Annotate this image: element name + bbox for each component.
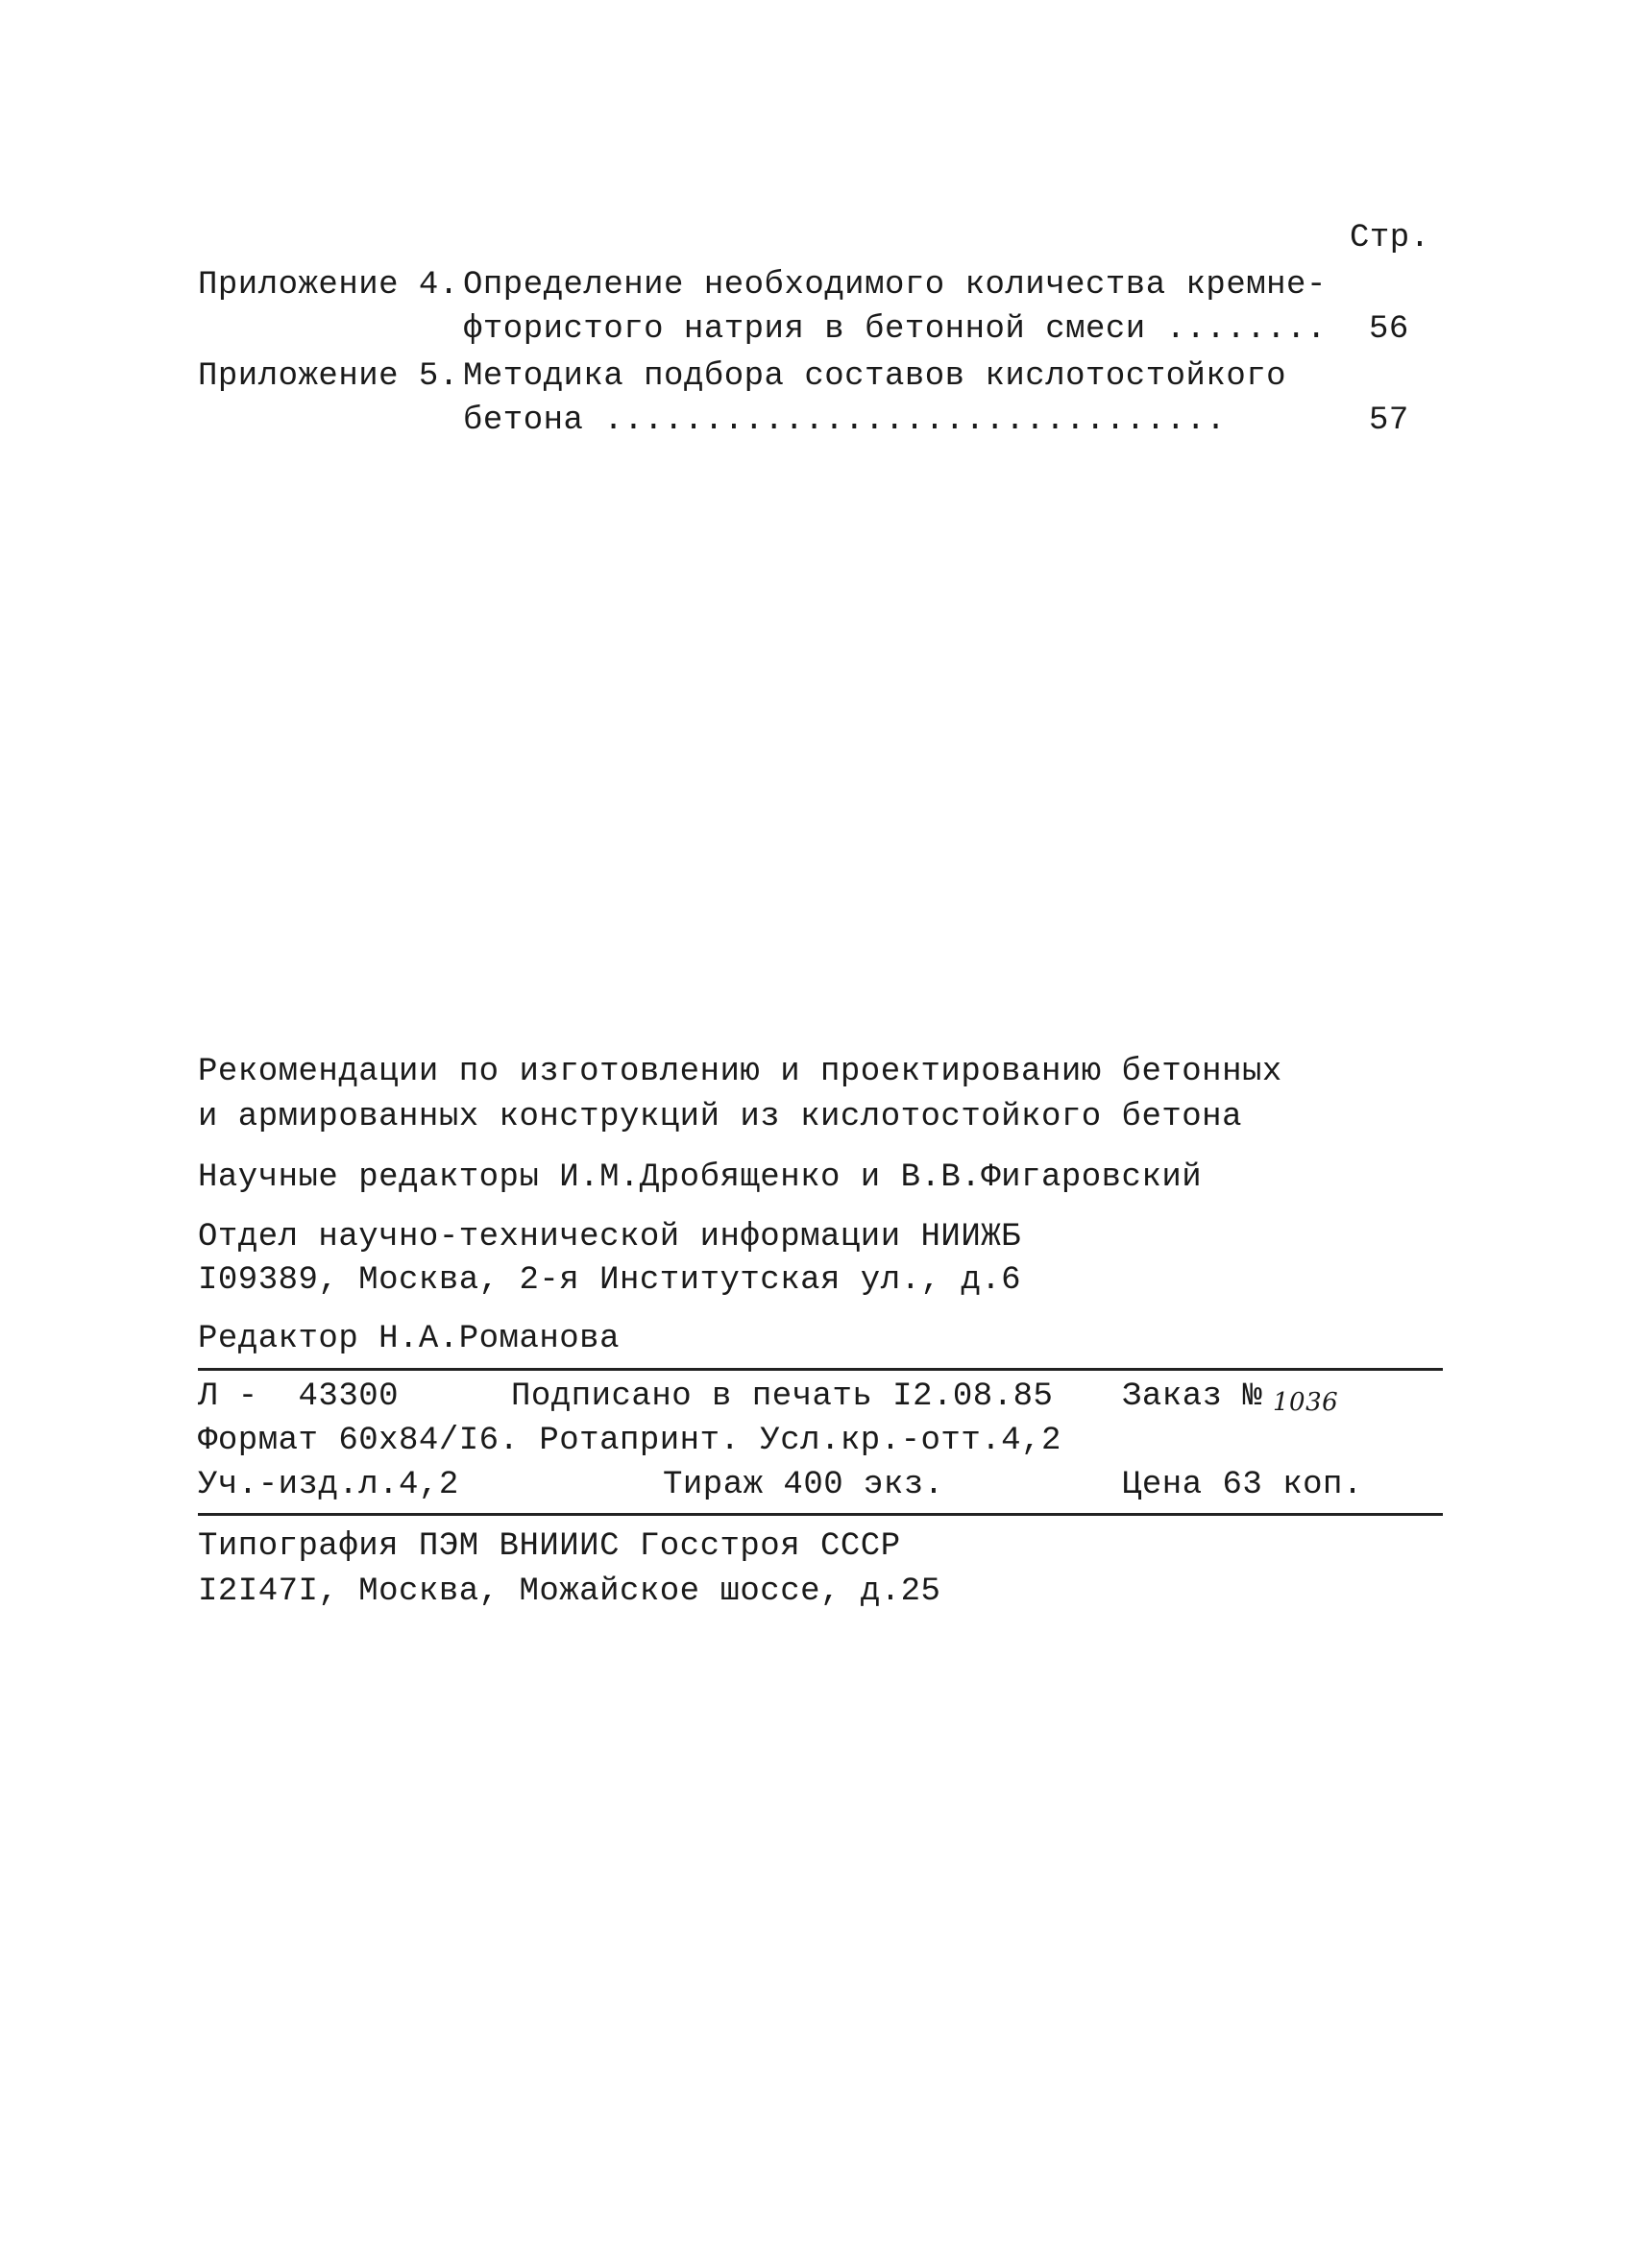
license-number: Л - 43300	[198, 1378, 400, 1415]
toc-entry-4-line1: Определение необходимого количества кремне-	[463, 267, 1327, 304]
toc-entry-5-page: 57	[1369, 402, 1409, 439]
toc-entry-5-line1: Методика подбора составов кислотостойкого	[463, 358, 1287, 395]
order-number: 1036	[1273, 1388, 1339, 1417]
publisher-address: I09389, Москва, 2-я Институтская ул., д.6	[198, 1262, 1022, 1299]
toc-page-header: Стр.	[1350, 220, 1430, 256]
toc-entry-5-line2: бетона ...............................	[463, 402, 1227, 439]
signed-to-print: Подписано в печать I2.08.85	[511, 1378, 1054, 1415]
price: Цена 63 коп.	[1122, 1467, 1363, 1503]
divider-top	[198, 1368, 1443, 1371]
divider-bottom	[198, 1513, 1443, 1516]
print-format: Формат 60х84/I6. Ротапринт. Усл.кр.-отт.4,2	[198, 1423, 1061, 1459]
book-title-line2: и армированных конструкций из кислотостойкого бетона	[198, 1099, 1242, 1135]
toc-entry-4-label: Приложение 4.	[198, 267, 459, 304]
scientific-editors: Научные редакторы И.М.Дробященко и В.В.Фигаровский	[198, 1159, 1203, 1196]
toc-entry-4-line2: фтористого натрия в бетонной смеси ........	[463, 311, 1327, 348]
printing-house-address: I2I47I, Москва, Можайское шоссе, д.25	[198, 1573, 941, 1610]
printing-house: Типография ПЭМ ВНИИИС Госстроя СССР	[198, 1528, 901, 1565]
print-run: Тираж 400 экз.	[663, 1467, 944, 1503]
toc-entry-5-label: Приложение 5.	[198, 358, 459, 395]
toc-entry-4-page: 56	[1369, 311, 1409, 348]
publication-sheets: Уч.-изд.л.4,2	[198, 1467, 459, 1503]
book-title-line1: Рекомендации по изготовлению и проектированию бетонных	[198, 1054, 1282, 1090]
publisher-department: Отдел научно-технической информации НИИЖБ	[198, 1219, 1022, 1256]
editor: Редактор Н.А.Романова	[198, 1321, 620, 1357]
order-label: Заказ №	[1122, 1378, 1263, 1415]
